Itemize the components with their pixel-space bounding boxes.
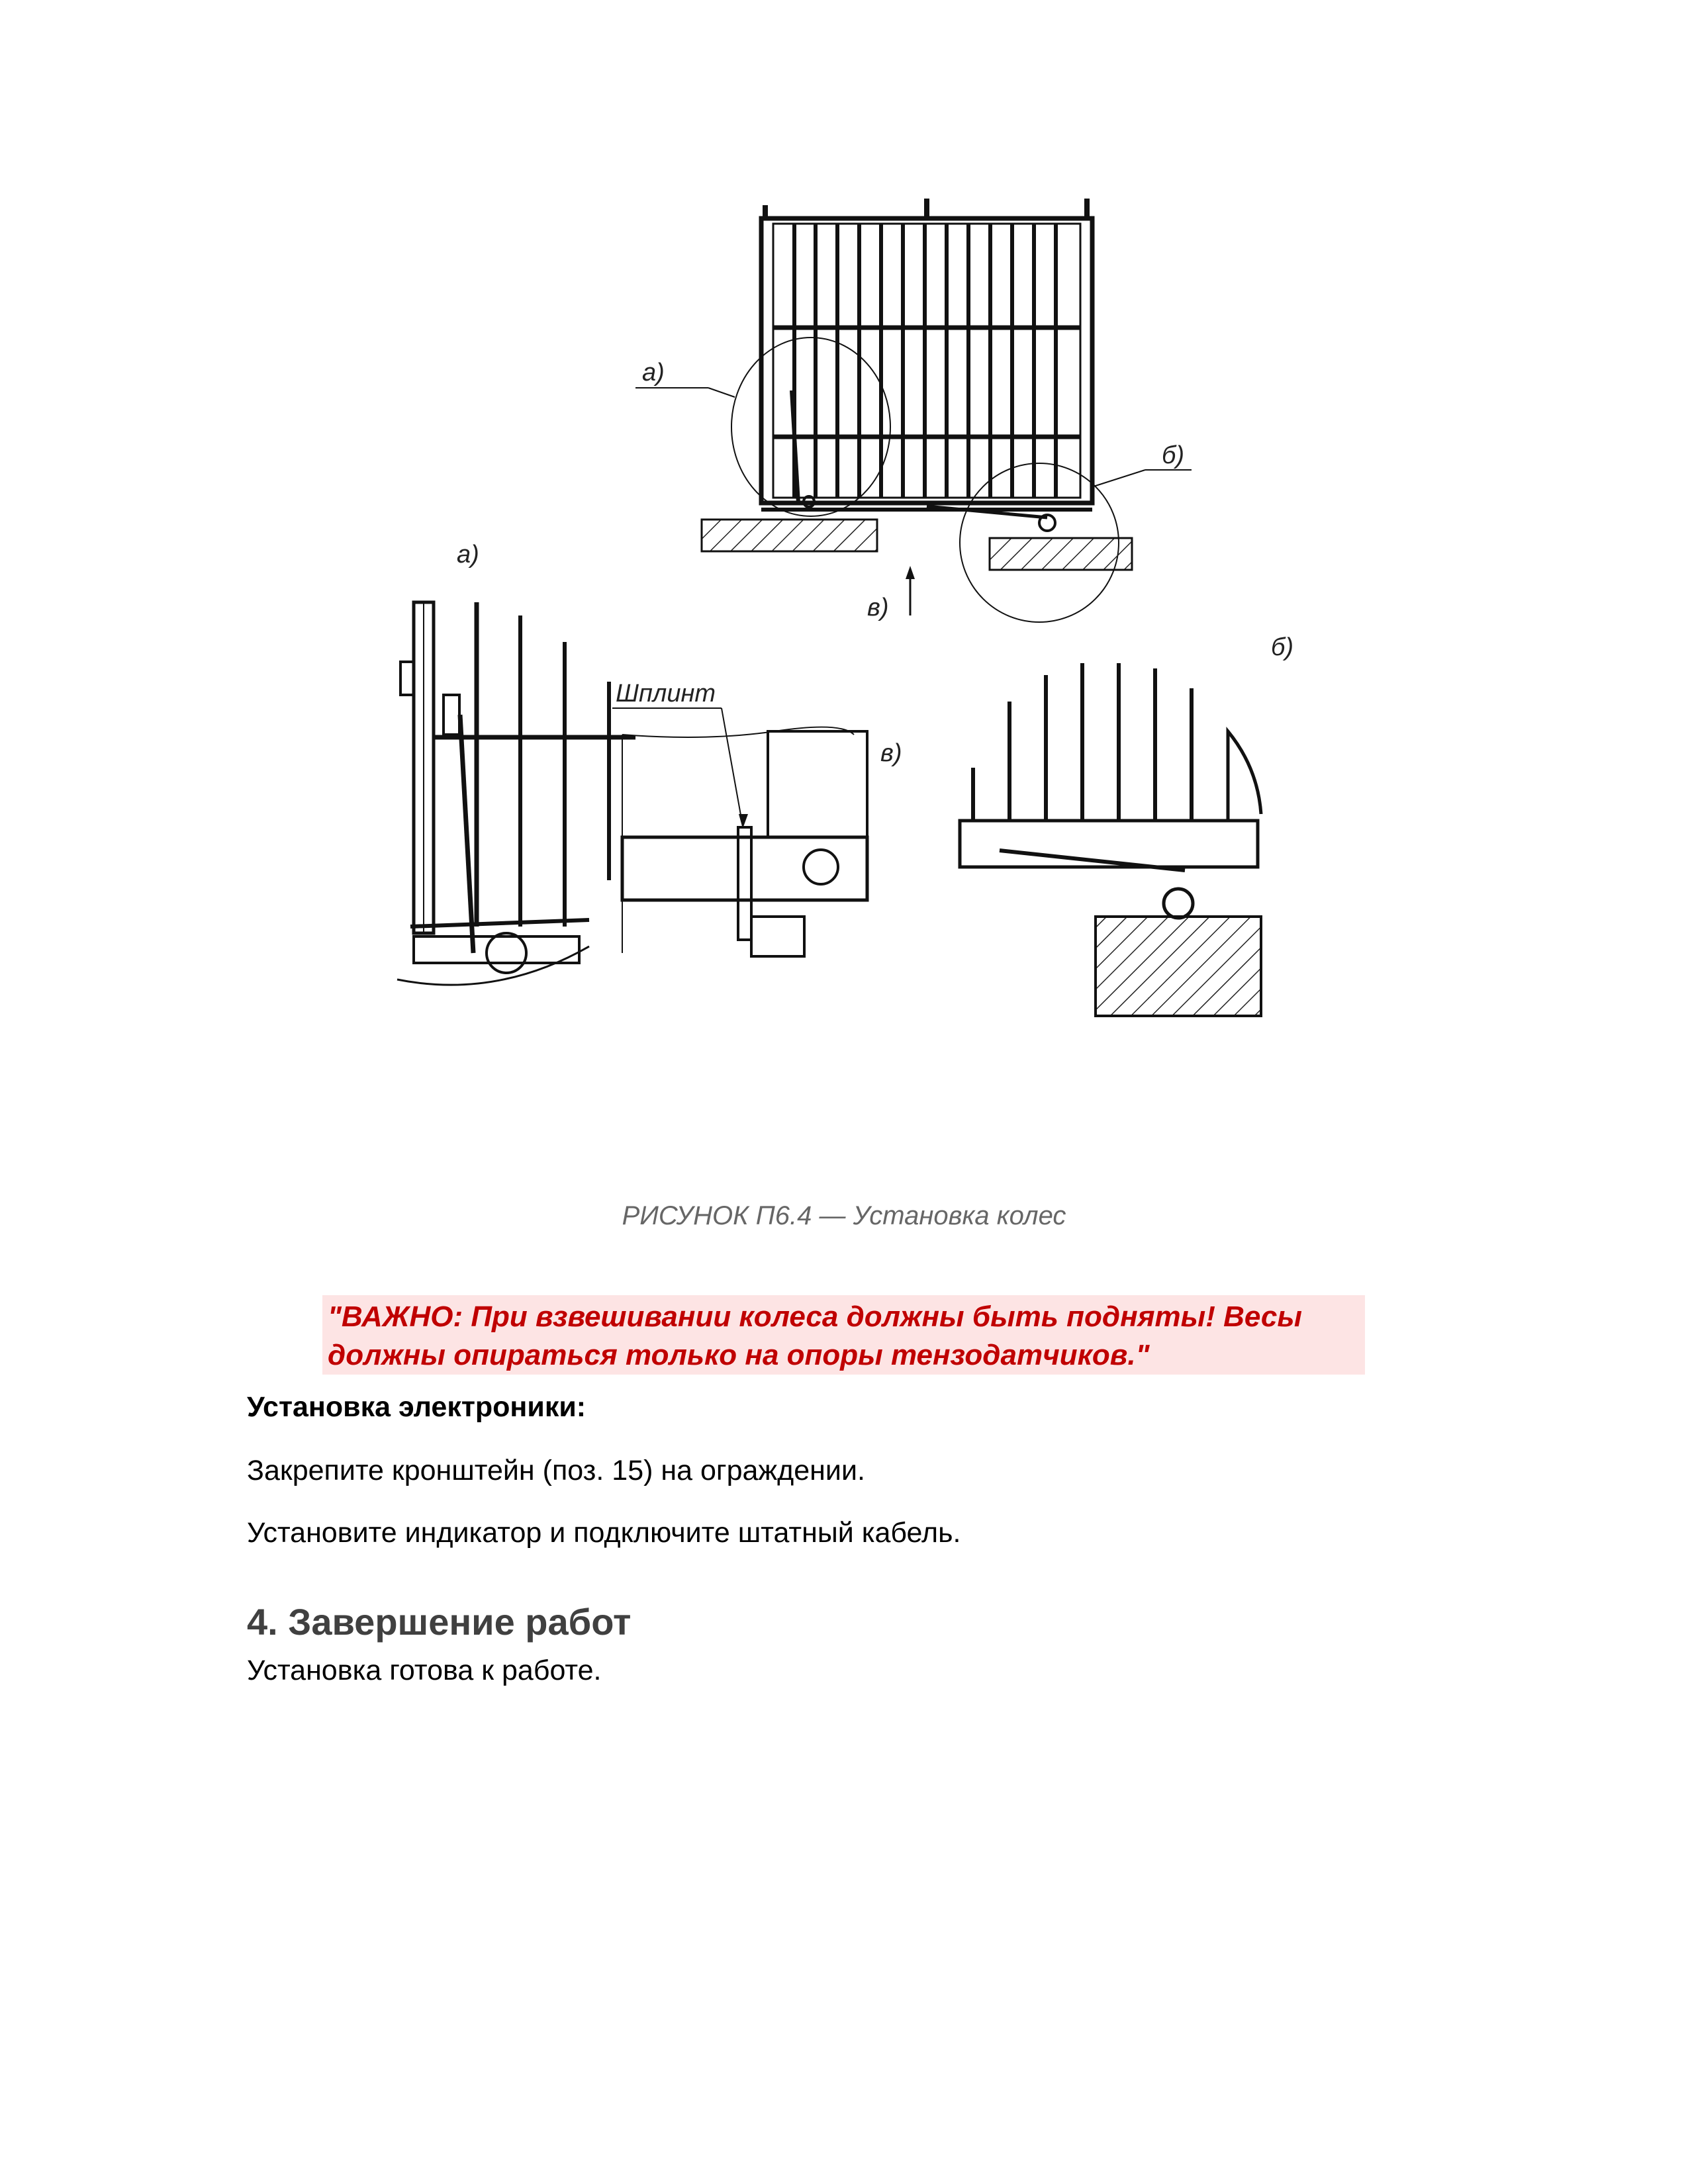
completion-heading: 4. Завершение работ (247, 1601, 632, 1643)
callout-b-detail: б) (1271, 633, 1294, 661)
callout-v-detail: в) (880, 739, 902, 767)
technical-drawing (245, 192, 1536, 1118)
callout-a-overview: а) (642, 359, 665, 387)
important-warning: "ВАЖНО: При взвешивании колеса должны быть подняты! Весы должны опираться только на опоры тензодатчиков." (322, 1295, 1365, 1375)
electronics-step-1: Закрепите кронштейн (поз. 15) на ограждении. (247, 1455, 865, 1486)
figure-caption: РИСУНОК П6.4 — Установка колес (622, 1201, 1066, 1230)
completion-text: Установка готова к работе. (247, 1655, 602, 1686)
detail-b-drawing (960, 663, 1261, 1016)
callout-a-detail: а) (457, 541, 479, 569)
wheel-installation-figure (245, 192, 1536, 1118)
callout-v-arrow: в) (867, 594, 889, 621)
electronics-heading: Установка электроники: (247, 1391, 586, 1423)
gate-overview (635, 199, 1192, 622)
callout-b-overview: б) (1162, 441, 1185, 469)
detail-a-drawing (397, 602, 635, 985)
electronics-step-2: Установите индикатор и подключите штатный кабель. (247, 1517, 961, 1549)
cotter-pin-label: Шплинт (616, 680, 716, 707)
detail-v-drawing (612, 708, 867, 956)
